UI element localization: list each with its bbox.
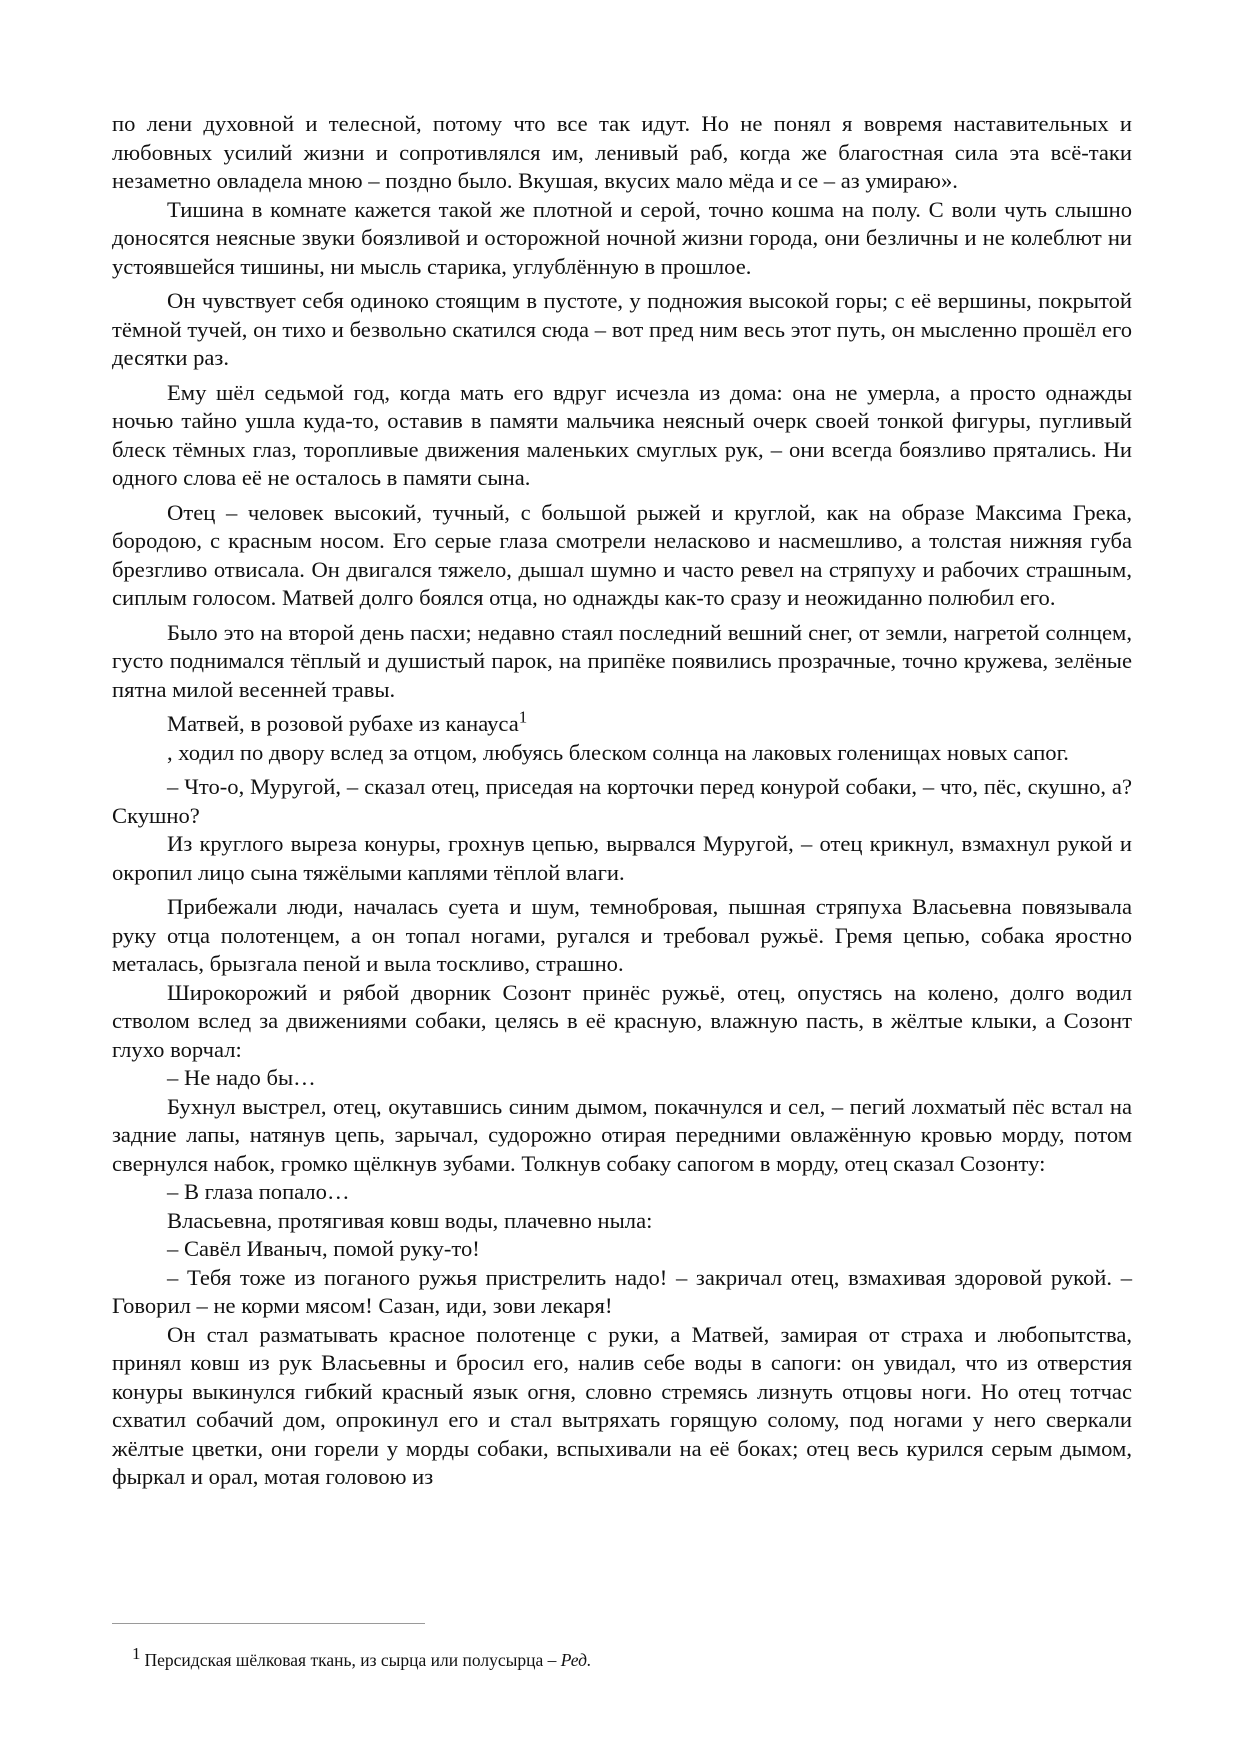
- footnote: [132, 1644, 1112, 1672]
- paragraph: – Что-о, Муругой, – сказал отец, приседая на корточки перед конурой собаки, – что, пёс, скушно, а? Скушно?: [112, 774, 1132, 828]
- paragraph: Бухнул выстрел, отец, окутавшись синим дымом, покачнулся и сел, – пегий лохматый пёс встал на задние лапы, натянув цепь, зарычал, судорожно отирая передними овлажённую кровью морду, потом свернулся набок, громко щёлкнув зубами. Толкнув собаку сапогом в морду, отец сказал Созонту:: [112, 1093, 1132, 1176]
- paragraph: Ему шёл седьмой год, когда мать его вдруг исчезла из дома: она не умерла, а просто однажды ночью тайно ушла куда-то, оставив в памяти мальчика неясный очерк своей тонкой фигуры, пугливый блеск тёмных глаз, торопливые движения маленьких смуглых рук, – они всегда боязливо прятались. Ни одного слова её не осталось в памяти сына.: [112, 379, 1132, 490]
- footnote-reference[interactable]: 1: [518, 707, 528, 727]
- paragraph: Прибежали люди, началась суета и шум, темнобровая, пышная стряпуха Власьевна повязывала руку отца полотенцем, а он топал ногами, ругался и требовал ружьё. Гремя цепью, собака яростно металась, брызгала пеной и выла тоскливо, страшно.: [112, 894, 1132, 976]
- paragraph: Тишина в комнате кажется такой же плотной и серой, точно кошма на полу. С воли чуть слышно доносятся неясные звуки боязливой и осторожной ночной жизни города, они безличны и не колеблют ни устоявшейся тишины, ни мысль старика, углублённую в прошлое.: [112, 196, 1132, 279]
- paragraph: – Савёл Иваныч, помой руку-то!: [167, 1236, 480, 1261]
- footnote-number: 1: [132, 1644, 141, 1664]
- paragraph: Широкорожий и рябой дворник Созонт принёс ружьё, отец, опустясь на колено, долго водил стволом вслед за движениями собаки, целясь в её красную, влажную пасть, в жёлтые клыки, а Созонт глухо ворчал:: [112, 979, 1132, 1062]
- paragraph: Из круглого выреза конуры, грохнув цепью, вырвался Муругой, – отец крикнул, взмахнул рукой и окропил лицо сына тяжёлыми каплями тёплой влаги.: [112, 831, 1132, 885]
- paragraph: Отец – человек высокий, тучный, с большой рыжей и круглой, как на образе Максима Грека, бородою, с красным носом. Его серые глаза смотрели неласково и насмешливо, а толстая нижняя губа брезгливо отвисала. Он двигался тяжело, дышал шумно и часто ревел на стряпуху и рабочих страшным, сиплым голосом. Матвей долго боялся отца, но однажды как-то сразу и неожиданно полюбил его.: [112, 499, 1132, 610]
- paragraph: – Тебя тоже из поганого ружья пристрелить надо! – закричал отец, взмахивая здоровой рукой. – Говорил – не корми мясом! Сазан, иди, зови лекаря!: [112, 1264, 1132, 1318]
- paragraph: по лени духовной и телесной, потому что все так идут. Но не понял я вовремя наставительных и любовных усилий жизни и сопротивлялся им, ленивый раб, когда же благостная сила эта всё-таки незаметно овладела мною – поздно было. Вкушая, вкусих мало мёда и се – аз умираю».: [112, 111, 1132, 193]
- paragraph: – В глаза попало…: [167, 1179, 350, 1204]
- footnote-divider: [112, 1623, 425, 1624]
- footnote-text: Персидская шёлковая ткань, из сырца или полусырца –: [144, 1650, 561, 1670]
- paragraph-text: Матвей, в розовой рубахе из канауса: [167, 711, 519, 736]
- footnote-editor-mark: Ред.: [560, 1650, 592, 1670]
- paragraph: , ходил по двору вслед за отцом, любуясь блеском солнца на лаковых голенищах новых сапог.: [167, 739, 1069, 765]
- paragraph: – Не надо бы…: [167, 1065, 316, 1090]
- paragraph: Власьевна, протягивая ковш воды, плачевно ныла:: [167, 1207, 653, 1233]
- paragraph: Он стал разматывать красное полотенце с руки, а Матвей, замирая от страха и любопытства, принял ковш из рук Власьевны и бросил его, налив себе воды в сапоги: он увидал, что из отверстия конуры выкинулся гибкий красный язык огня, словно стремясь лизнуть отцовы ноги. Но отец тотчас схватил собачий дом, опрокинул его и стал вытряхать горящую солому, под ногами у него сверкали жёлтые цветки, они горели у морды собаки, вспыхивали на её боках; отец весь курился серым дымом, фыркал и орал, мотая головою из: [112, 1321, 1132, 1489]
- main-text: [112, 110, 1132, 1492]
- paragraph: Он чувствует себя одиноко стоящим в пустоте, у подножия высокой горы; с её вершины, покрытой тёмной тучей, он тихо и безвольно скатился сюда – вот пред ним весь этот путь, он мысленно прошёл его десятки раз.: [112, 288, 1132, 370]
- paragraph: Было это на второй день пасхи; недавно стаял последний вешний снег, от земли, нагретой солнцем, густо поднимался тёплый и душистый парок, на припёке появились прозрачные, точно кружева, зелёные пятна милой весенней травы.: [112, 619, 1132, 702]
- paragraph-with-footnote: [112, 707, 1132, 739]
